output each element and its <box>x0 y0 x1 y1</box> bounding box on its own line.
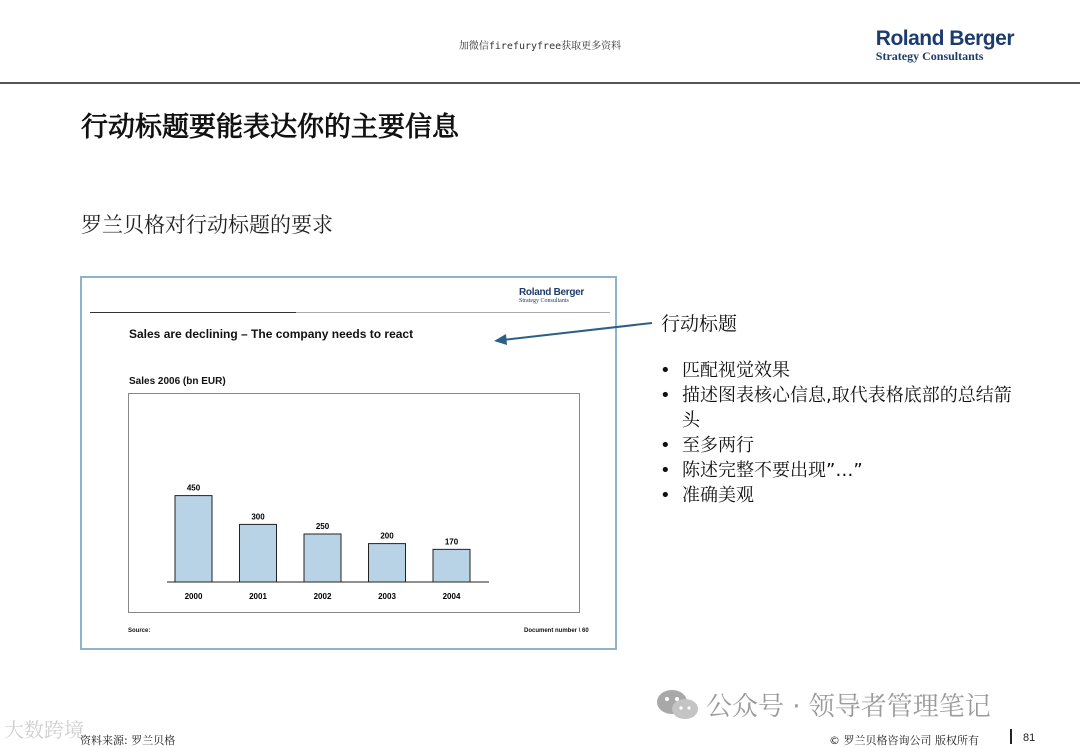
example-logo-subtitle: Strategy Consultants <box>519 298 569 304</box>
callout-title: 行动标题 <box>661 313 738 335</box>
example-source-label: Source: <box>128 628 151 634</box>
document-number-value: 60 <box>582 628 589 634</box>
chart-frame <box>128 393 580 613</box>
document-number-label: Document number <box>524 628 578 634</box>
example-document-number <box>524 628 589 634</box>
requirements-list <box>660 358 1022 508</box>
chart-bar-2003 <box>369 544 406 582</box>
footer-separator <box>1010 729 1012 744</box>
chart-data-label: 300 <box>251 512 265 522</box>
chart-bar-2002 <box>304 534 341 582</box>
chart-category-label: 2002 <box>313 592 332 601</box>
example-header-rule-dark <box>90 312 296 313</box>
requirement-item: • 陈述完整不要出现”…” <box>660 458 1022 483</box>
chart-title: Sales 2006 (bn EUR) <box>129 376 226 387</box>
chart-category-label: 2001 <box>249 592 267 601</box>
callout-arrow <box>490 314 660 350</box>
chart-data-label: 170 <box>444 537 459 547</box>
chart-data-label: 450 <box>186 483 201 493</box>
requirement-item: • 匹配视觉效果 <box>660 358 1022 383</box>
section-title: 罗兰贝格对行动标题的要求 <box>81 213 333 237</box>
example-logo-name: Roland Berger <box>519 287 585 298</box>
requirement-item: • 至多两行 <box>660 433 1022 458</box>
wechat-icon <box>655 688 701 722</box>
sales-bar-chart <box>129 394 579 612</box>
footer-copyright: © 罗兰贝格咨询公司 版权所有 <box>829 734 979 747</box>
chart-bar-2000 <box>175 496 212 582</box>
chart-bar-2004 <box>433 549 470 582</box>
document-number-separator: \ <box>578 628 583 634</box>
chart-data-label: 200 <box>380 531 394 541</box>
chart-bar-2001 <box>240 524 277 582</box>
corner-watermark: 大数跨境 <box>4 718 84 742</box>
top-note: 加微信firefuryfree获取更多资料 <box>458 41 622 52</box>
chart-category-label: 2003 <box>378 592 396 601</box>
wechat-watermark: 公众号 · 领导者管理笔记 <box>706 692 991 722</box>
chart-category-label: 2004 <box>442 592 461 601</box>
requirement-item: • 描述图表核心信息,取代表格底部的总结箭头 <box>660 383 1022 433</box>
chart-data-label: 250 <box>315 522 330 531</box>
chart-category-label: 2000 <box>184 592 203 601</box>
roland-berger-logo <box>876 28 1014 63</box>
example-action-title: Sales are declining – The company needs to react <box>129 327 414 341</box>
footer-source: 资料来源: 罗兰贝格 <box>80 734 176 747</box>
header-divider <box>0 82 1080 84</box>
example-slide-logo <box>519 287 584 305</box>
page-title: 行动标题要能表达你的主要信息 <box>81 112 459 143</box>
requirement-item: • 准确美观 <box>660 483 1022 508</box>
logo-subtitle: Strategy Consultants <box>875 49 984 63</box>
logo-name: Roland Berger <box>875 27 1014 50</box>
example-header-rule-light <box>296 312 610 313</box>
page-number: 81 <box>1023 732 1036 744</box>
